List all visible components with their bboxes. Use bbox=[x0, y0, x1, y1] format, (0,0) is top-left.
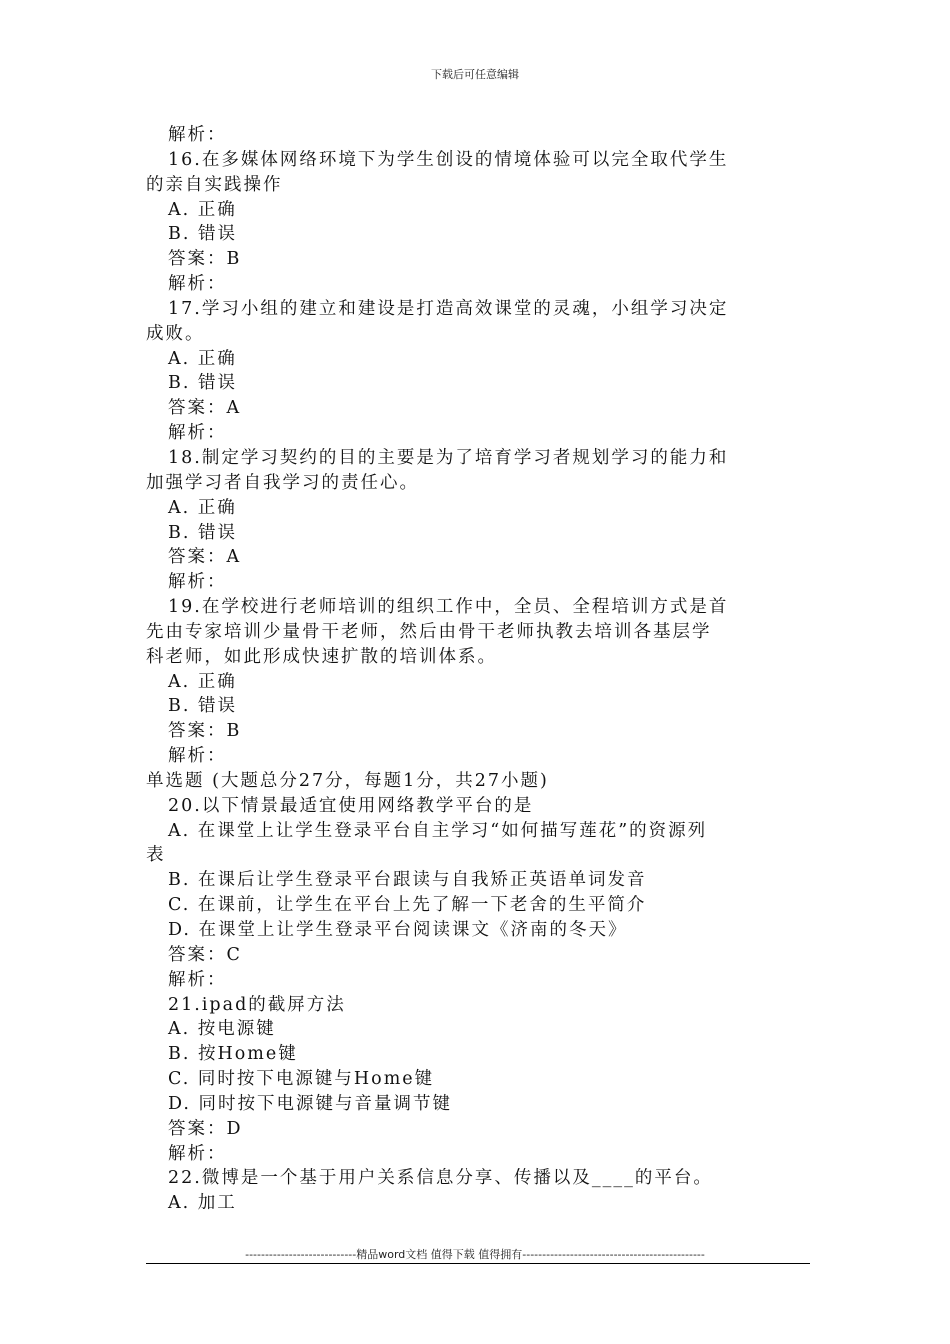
text-line: 解析： bbox=[168, 969, 227, 990]
text-line: 16.在多媒体网络环境下为学生创设的情境体验可以完全取代学生 bbox=[168, 149, 729, 170]
text-line: A. 按电源键 bbox=[168, 1019, 276, 1040]
text-line: 解析： bbox=[168, 125, 227, 145]
text-line: 加强学习者自我学习的责任心。 bbox=[146, 472, 419, 493]
text-line: 科老师，如此形成快速扩散的培训体系。 bbox=[146, 646, 497, 667]
text-line: C. 同时按下电源键与Home键 bbox=[168, 1069, 435, 1090]
text-line: 答案：A bbox=[168, 547, 242, 568]
text-line: A. 正确 bbox=[168, 497, 237, 518]
text-line: 解析： bbox=[168, 274, 227, 295]
text-line: 表 bbox=[146, 845, 166, 866]
page-header: 下载后可任意编辑 bbox=[431, 68, 519, 81]
page-footer: ----------------------------精品word文档 值得下载 值得拥有---------------------------------------------- bbox=[245, 1248, 705, 1261]
text-line: 18.制定学习契约的目的主要是为了培育学习者规划学习的能力和 bbox=[168, 447, 729, 468]
text-line: 22.微博是一个基于用户关系信息分享、传播以及____的平台。 bbox=[168, 1168, 713, 1189]
text-line: 解析： bbox=[168, 423, 227, 444]
text-line: C. 在课前，让学生在平台上先了解一下老舍的生平简介 bbox=[168, 895, 647, 916]
text-line: B. 在课后让学生登录平台跟读与自我矫正英语单词发音 bbox=[168, 870, 647, 891]
text-line: A. 正确 bbox=[168, 671, 237, 692]
text-line: 答案：B bbox=[168, 721, 242, 742]
text-line: B. 错误 bbox=[168, 373, 237, 394]
document-body bbox=[146, 123, 810, 1216]
text-line: 答案：C bbox=[168, 944, 242, 965]
text-line: 19.在学校进行老师培训的组织工作中，全员、全程培训方式是首 bbox=[168, 597, 729, 618]
text-line: D. 在课堂上让学生登录平台阅读课文《济南的冬天》 bbox=[168, 920, 628, 940]
text-line: 的亲自实践操作 bbox=[146, 174, 283, 195]
text-line: A. 正确 bbox=[168, 199, 237, 220]
text-line: 解析： bbox=[168, 746, 227, 767]
text-line: 答案：B bbox=[168, 249, 242, 270]
text-line: 17.学习小组的建立和建设是打造高效课堂的灵魂，小组学习决定 bbox=[168, 298, 729, 319]
text-line: 单选题 (大题总分27分，每题1分，共27小题) bbox=[146, 770, 549, 791]
text-line: 解析： bbox=[168, 572, 227, 593]
text-line: 21.ipad的截屏方法 bbox=[168, 994, 346, 1015]
footer-rule bbox=[146, 1263, 810, 1264]
text-line: A. 在课堂上让学生登录平台自主学习“如何描写莲花”的资源列 bbox=[168, 820, 708, 841]
text-line: 答案：A bbox=[168, 398, 242, 419]
text-line: B. 错误 bbox=[168, 696, 237, 717]
text-line: 先由专家培训少量骨干老师，然后由骨干老师执教去培训各基层学 bbox=[146, 621, 712, 642]
text-line: B. 错误 bbox=[168, 522, 237, 543]
text-line: 成败。 bbox=[146, 323, 205, 344]
text-line: B. 错误 bbox=[168, 224, 237, 245]
text-line: A. 加工 bbox=[168, 1193, 237, 1214]
text-line: D. 同时按下电源键与音量调节键 bbox=[168, 1093, 453, 1114]
text-line: 答案：D bbox=[168, 1118, 243, 1139]
text-line: 20.以下情景最适宜使用网络教学平台的是 bbox=[168, 795, 534, 816]
text-line: 解析： bbox=[168, 1143, 227, 1164]
text-line: A. 正确 bbox=[168, 348, 237, 369]
text-line: B. 按Home键 bbox=[168, 1044, 298, 1065]
